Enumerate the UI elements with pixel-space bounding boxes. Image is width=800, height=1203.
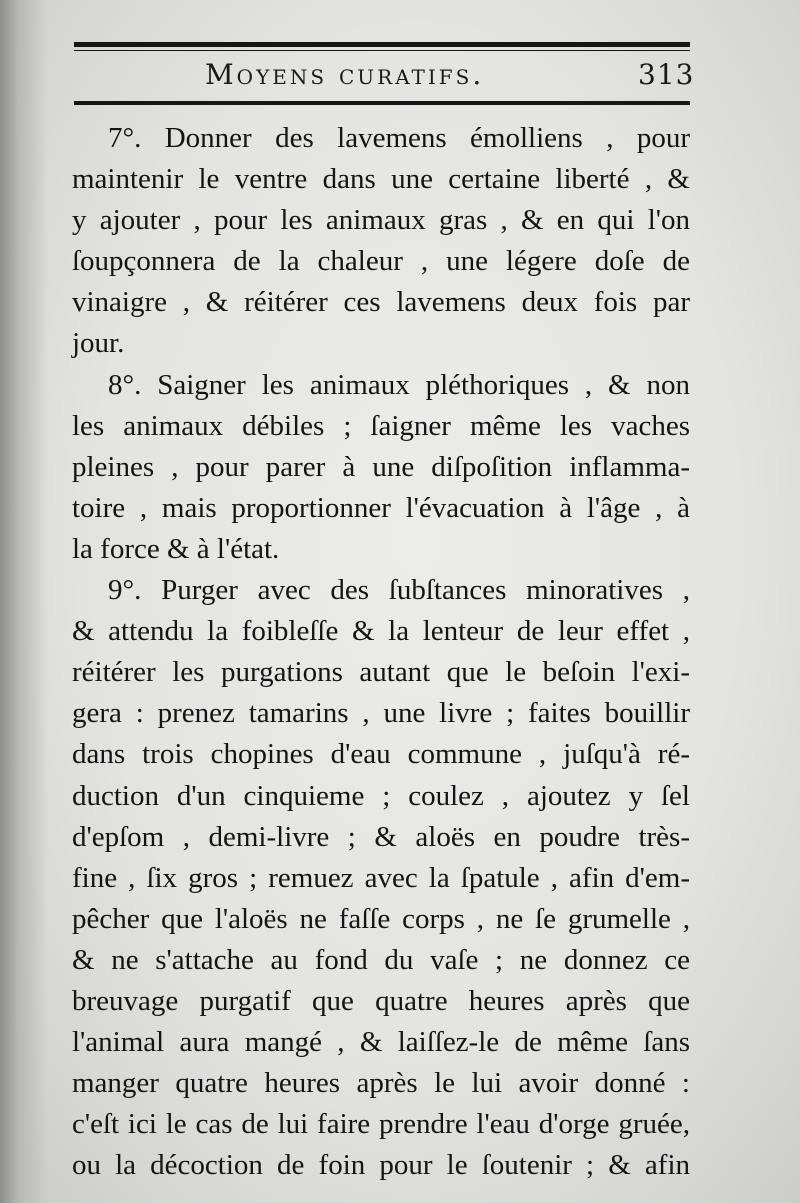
text-line: c'eſt ici le cas de lui faire prendre l'eau d'orge gruée, (72, 1108, 690, 1141)
text-line: breuvage purgatif que quatre heures après que (72, 984, 690, 1017)
text-line: dans trois chopines d'eau commune , juſqu'à ré- (72, 738, 690, 771)
header-rule-top-thin (74, 50, 690, 51)
text-line: d'epſom , demi-livre ; & aloës en poudre très- (72, 820, 690, 853)
binding-gutter-shadow (0, 0, 48, 1203)
text-line: la force & à l'état. (72, 532, 280, 565)
text-line: pleines , pour parer à une diſpoſition inflamma- (72, 450, 690, 483)
text-line: maintenir le ventre dans une certaine liberté , & (72, 163, 690, 196)
text-line: l'animal aura mangé , & laiſſez-le de même ſans (72, 1026, 690, 1059)
text-line: réitérer les purgations autant que le beſoin l'exi- (72, 656, 690, 689)
text-line: pêcher que l'aloës ne faſſe corps , ne ſe grumelle , (72, 902, 690, 935)
body-text (72, 118, 690, 1186)
header-rule-bottom (74, 101, 690, 105)
running-head (205, 58, 484, 91)
text-line: fine , ſix gros ; remuez avec la ſpatule , afin d'em- (72, 861, 690, 894)
running-head-text: Moyens curatifs. (205, 58, 485, 91)
header-rule-top (74, 42, 690, 47)
text-line: les animaux débiles ; ſaigner même les vaches (72, 409, 690, 442)
text-line: ou la décoction de foin pour le ſoutenir ; & afin (72, 1149, 690, 1182)
text-line: 8°. Saigner les animaux pléthoriques , & non (108, 368, 690, 401)
text-line: duction d'un cinquieme ; coulez , ajoutez y ſel (72, 779, 690, 812)
text-line: manger quatre heures après le lui avoir donné : (72, 1067, 690, 1100)
text-line: 9°. Purger avec des ſubſtances minoratives , (108, 574, 690, 607)
text-line: toire , mais proportionner l'évacuation à l'âge , à (72, 491, 690, 524)
page-number: 313 (638, 58, 695, 91)
text-line: jour. (72, 327, 125, 360)
text-line: 7°. Donner des lavemens émolliens , pour (108, 122, 690, 154)
text-line: gera : prenez tamarins , une livre ; faites bouillir (72, 697, 690, 730)
text-line: vinaigre , & réitérer ces lavemens deux fois par (72, 286, 690, 319)
text-line: & attendu la foibleſſe & la lenteur de leur effet , (72, 615, 690, 648)
text-line: & ne s'attache au fond du vaſe ; ne donnez ce (72, 943, 690, 976)
text-line: ſoupçonnera de la chaleur , une légere doſe de (72, 245, 690, 278)
text-line: y ajouter , pour les animaux gras , & en qui l'on (72, 204, 690, 237)
